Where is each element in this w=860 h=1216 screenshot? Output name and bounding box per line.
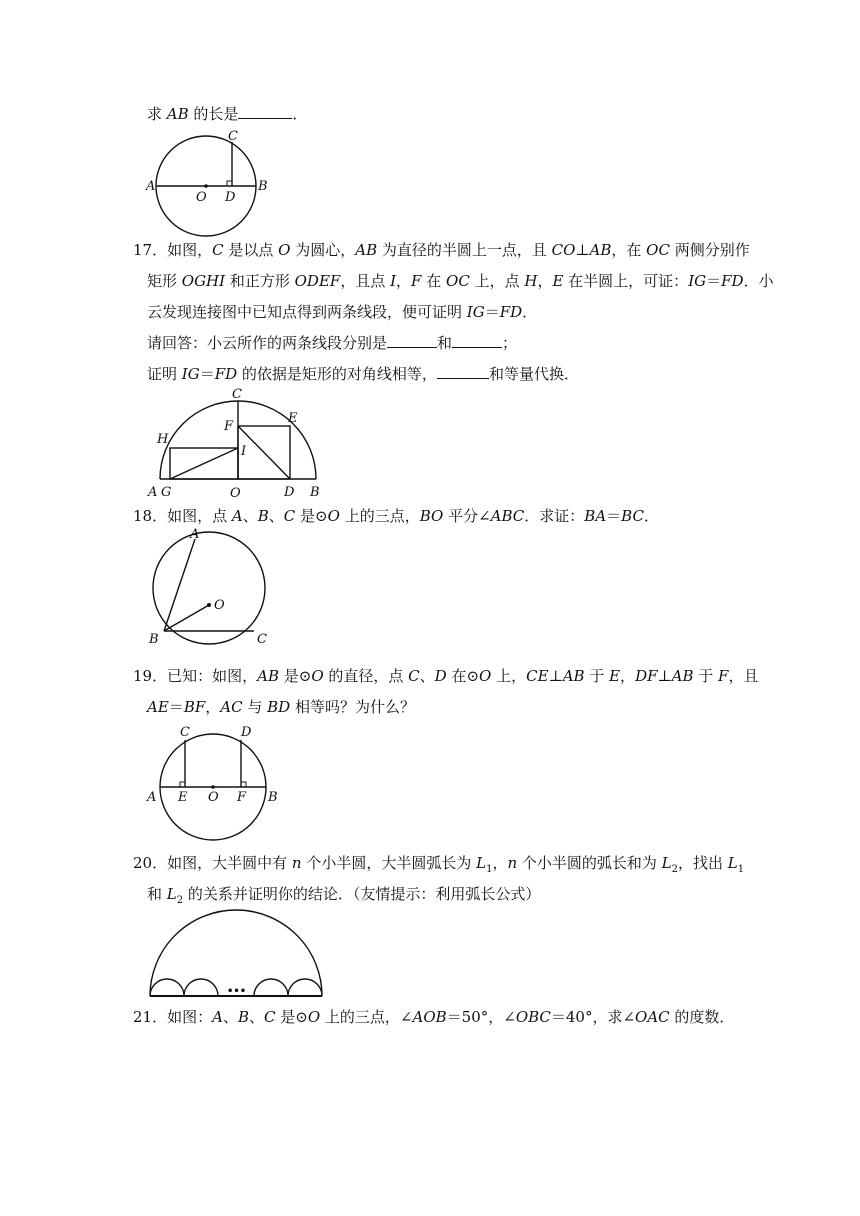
- label-i: I: [241, 444, 247, 459]
- label-b: B: [268, 790, 278, 805]
- label-o: O: [230, 486, 241, 501]
- label-h: H: [157, 432, 169, 447]
- q17-line-5: 证明 IG＝FD 的依据是矩形的对角线相等， 和等量代换．: [147, 365, 579, 383]
- q20-line-2: 和 $L_2$ 的关系并证明你的结论．（友情提示：利用弧长公式）: [147, 885, 541, 906]
- label-d: D: [225, 190, 236, 205]
- question-number: 17．: [133, 241, 168, 259]
- q19-line-2: AE＝BF，AC 与 BD 相等吗？为什么？: [147, 698, 415, 716]
- q20-semicircles-figure: [148, 908, 328, 998]
- answer-blank-3[interactable]: [437, 364, 489, 379]
- label-d: D: [284, 485, 295, 500]
- label-c: C: [232, 387, 242, 402]
- label-a: A: [148, 485, 158, 500]
- q21-line-1: 21．如图：A、B、C 是⊙O 上的三点，∠AOB＝50°，∠OBC＝40°，求∠OAC 的度数．: [133, 1008, 735, 1026]
- label-b: B: [258, 179, 268, 194]
- label-f: F: [224, 419, 234, 434]
- label-e: E: [178, 790, 188, 805]
- question-number: 21．: [133, 1008, 168, 1026]
- label-g: G: [161, 485, 172, 500]
- q17-line-2: 矩形 OGHI 和正方形 ODEF，且点 I，F 在 OC 上，点 H，E 在半圆上，可证：IG＝FD．小: [147, 272, 774, 290]
- label-e: E: [288, 411, 298, 426]
- question-number: 19．: [133, 667, 168, 685]
- label-c: C: [180, 725, 190, 740]
- question-number: 18．: [133, 507, 168, 525]
- label-b: B: [310, 485, 320, 500]
- question-number: 20．: [133, 854, 168, 872]
- q19-line-1: 19．已知：如图，AB 是⊙O 的直径，点 C、D 在⊙O 上，CE⊥AB 于 E，DF⊥AB 于 F，且: [133, 667, 759, 685]
- q16-circle-figure: [148, 128, 288, 228]
- label-o: O: [196, 190, 207, 205]
- q16-answer-line: 求 AB 的长是 ．: [147, 105, 308, 123]
- q17-line-1: 17．如图，C 是以点 O 为圆心，AB 为直径的半圆上一点，且 CO⊥AB，在 OC 两侧分别作: [133, 241, 750, 259]
- q17-semicircle-figure: [146, 386, 336, 501]
- q18-circle-figure: [146, 527, 286, 647]
- answer-blank-2[interactable]: [452, 333, 502, 348]
- label-o: O: [214, 598, 225, 613]
- label-o: O: [208, 790, 219, 805]
- q17-line-4: 请回答：小云所作的两条线段分别是 和 ；: [147, 334, 518, 352]
- label-b: B: [149, 632, 159, 647]
- answer-blank-1[interactable]: [387, 333, 437, 348]
- label-f: F: [237, 790, 247, 805]
- q20-line-1: 20．如图，大半圆中有 n 个小半圆，大半圆弧长为 $L_1$，n 个小半圆的弧长和为 $L_2$，找出 $L_1$: [133, 854, 745, 875]
- label-a: A: [190, 527, 200, 542]
- label-a: A: [146, 179, 156, 194]
- label-a: A: [147, 790, 157, 805]
- q19-circle-figure: [146, 721, 286, 851]
- label-c: C: [257, 632, 267, 647]
- label-d: D: [241, 725, 252, 740]
- label-c: C: [228, 129, 238, 144]
- q17-line-3: 云发现连接图中已知点得到两条线段，便可证明 IG＝FD．: [147, 303, 538, 321]
- answer-blank[interactable]: [238, 104, 292, 119]
- ellipsis-dots: •••: [227, 986, 247, 997]
- q18-line-1: 18．如图，点 A、B、C 是⊙O 上的三点，BO 平分∠ABC．求证：BA＝BC．: [133, 507, 659, 525]
